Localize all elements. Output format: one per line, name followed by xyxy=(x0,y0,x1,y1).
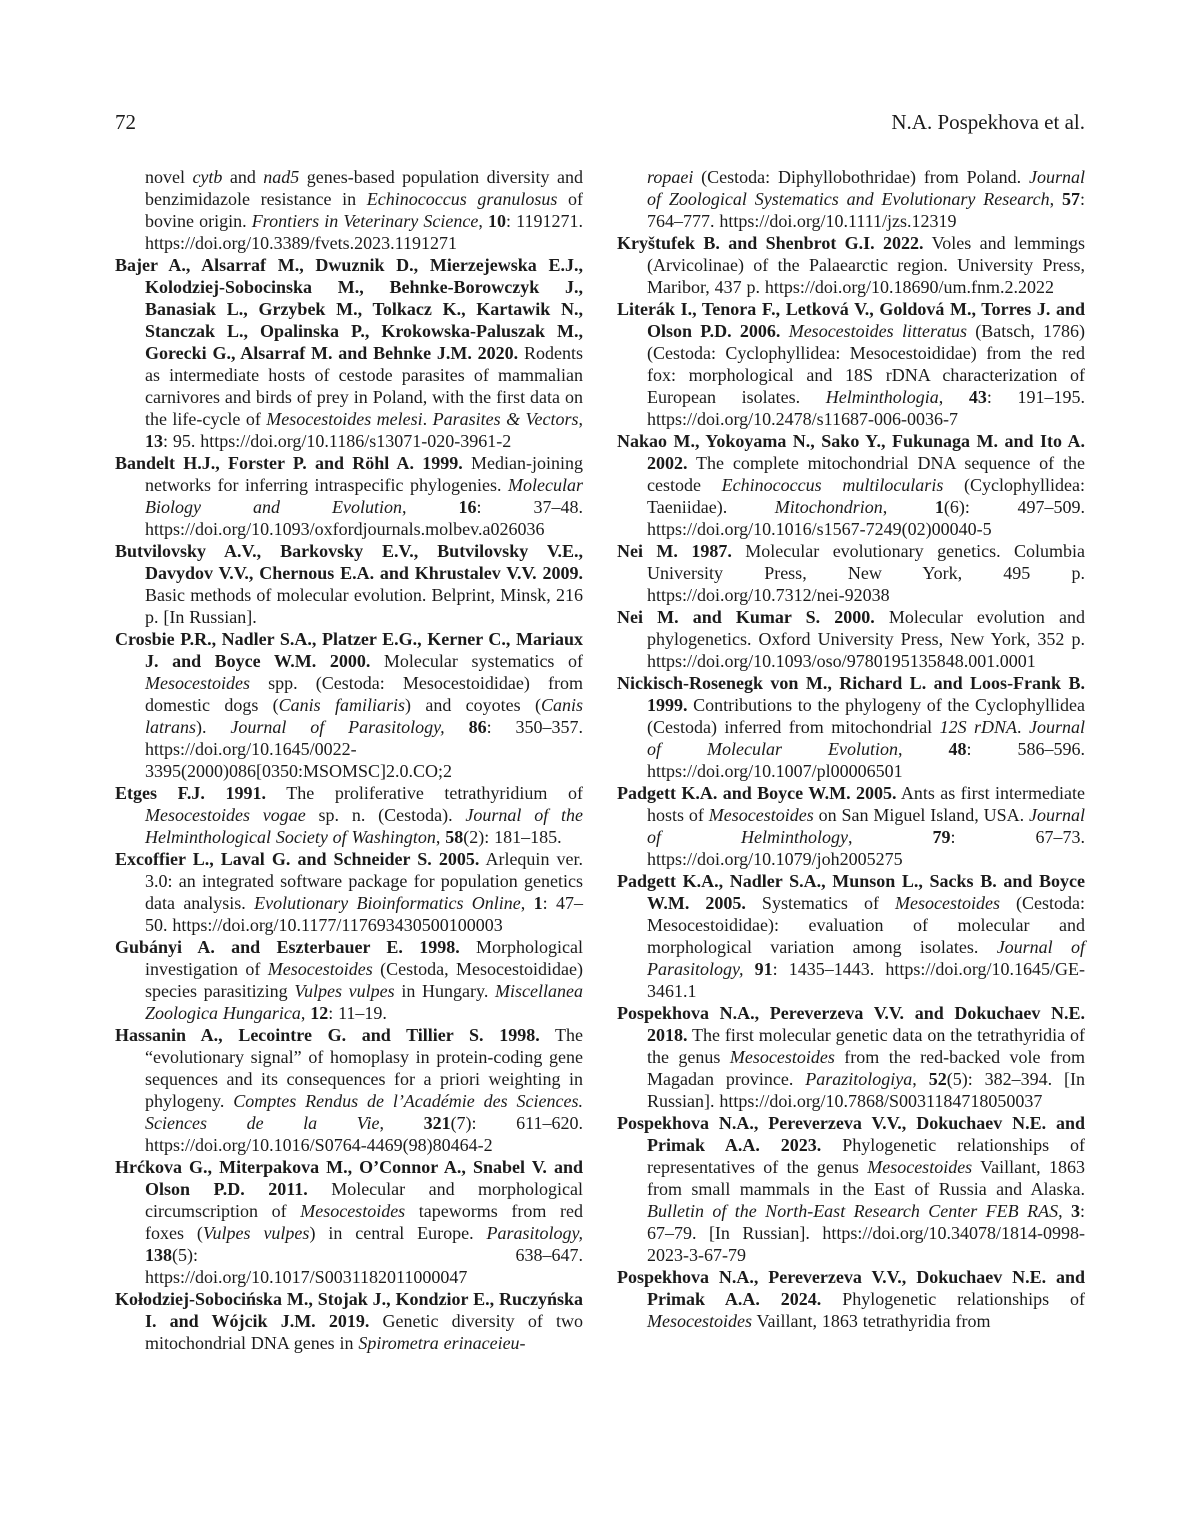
reference-entry xyxy=(617,782,1085,870)
reference-entry xyxy=(115,782,583,848)
reference-text-segment: : 67–73. https://doi.org/10.1079/joh2005275 xyxy=(647,827,1085,869)
reference-text-segment: Pospekhova N.A., Pereverzeva V.V. and Dokuchaev N.E. 2018. xyxy=(617,1003,1085,1045)
reference-text-segment: Mesocestoides litteratus xyxy=(788,321,967,341)
reference-text-segment: , xyxy=(300,1003,311,1023)
reference-text-segment: , xyxy=(938,387,969,407)
reference-text-segment: (5): 638–647. https://doi.org/10.1017/S0031182011000047 xyxy=(145,1245,583,1287)
reference-text-segment: Parazitologiya xyxy=(805,1069,913,1089)
reference-text-segment xyxy=(744,959,755,979)
reference-text-segment: , xyxy=(847,827,933,847)
reference-text-segment: Median-joining networks for inferring intraspecific phylogenies. xyxy=(145,453,583,495)
reference-text-segment: Phylogenetic relationships of representatives of the genus xyxy=(647,1135,1085,1177)
reference-text-segment: Kołodziej-Sobocińska M., Stojak J., Kondzior E., Ruczyńska I. and Wójcik J.M. 2019. xyxy=(115,1289,583,1331)
reference-text-segment: novel xyxy=(145,167,193,187)
reference-text-segment: Nakao M., Yokoyama N., Sako Y., Fukunaga M. and Ito A. 2002. xyxy=(617,431,1085,473)
reference-text-segment: 321 xyxy=(423,1113,451,1133)
reference-text-segment: 138 xyxy=(145,1245,172,1265)
reference-entry xyxy=(617,672,1085,782)
reference-text-segment: 91 xyxy=(754,959,773,979)
reference-text-segment: Voles and lemmings (Arvicolinae) of the Palaearctic region. University Press, Maribor, 437 p. https://doi.org/10.18690/um.fnm.2.2022 xyxy=(647,233,1085,297)
reference-text-segment: Canis familiaris xyxy=(278,695,406,715)
reference-text-segment: of bovine origin. xyxy=(145,189,583,231)
reference-text-segment: , xyxy=(1058,1201,1071,1221)
reference-text-segment: Etges F.J. 1991. xyxy=(115,783,267,803)
reference-entry xyxy=(617,430,1085,540)
reference-entry xyxy=(115,254,583,452)
reference-text-segment: Bulletin of the North-East Research Center FEB RAS xyxy=(647,1201,1059,1221)
reference-text-segment: Nickisch-Rosenegk von M., Richard L. and Loos-Frank B. 1999. xyxy=(617,673,1085,715)
reference-text-segment: Mesocestoides xyxy=(729,1047,835,1067)
reference-entry xyxy=(617,870,1085,1002)
reference-text-segment: (6): 497–509. https://doi.org/10.1016/s1567-7249(02)00040-5 xyxy=(647,497,1085,539)
reference-text-segment: 12S rDNA xyxy=(939,717,1018,737)
reference-text-segment: ) and coyotes ( xyxy=(405,695,541,715)
reference-text-segment: Butvilovsky A.V., Barkovsky E.V., Butvilovsky V.E., Davydov V.V., Chernous E.A. and Khrustalev V.V. 2009. xyxy=(115,541,583,583)
reference-text-segment: : 350–357. https://doi.org/10.1645/0022-3395(2000)086[0350:MSOMSC]2.0.CO;2 xyxy=(145,717,583,781)
reference-text-segment: 10 xyxy=(488,211,507,231)
reference-entry xyxy=(115,540,583,628)
running-head: N.A. Pospekhova et al. xyxy=(891,110,1085,134)
reference-text-segment: Padgett K.A. and Boyce W.M. 2005. xyxy=(617,783,897,803)
reference-text-segment: Journal of Zoological Systematics and Evolutionary Research xyxy=(647,167,1085,209)
reference-text-segment: (5): 382–394. [In Russian]. https://doi.org/10.7868/S0031184718050037 xyxy=(647,1069,1086,1111)
page-number: 72 xyxy=(115,110,136,134)
reference-text-segment: (2): 181–185. xyxy=(463,827,562,847)
reference-text-segment: , xyxy=(912,1069,929,1089)
reference-text-segment: Miscellanea Zoologica Hungarica xyxy=(145,981,584,1023)
reference-text-segment: Journal of Parasitology, xyxy=(230,717,445,737)
reference-entry xyxy=(617,232,1085,298)
reference-text-segment: : 47–50. https://doi.org/10.1177/117693430500100003 xyxy=(145,893,583,935)
reference-entry xyxy=(115,936,583,1024)
reference-text-segment: , xyxy=(401,497,459,517)
reference-text-segment: in Hungary. xyxy=(394,981,496,1001)
reference-text-segment: Molecular and morphological circumscription of xyxy=(145,1179,583,1221)
reference-text-segment: Mesocestoides xyxy=(895,893,1000,913)
reference-text-segment: Frontiers in Veterinary Science xyxy=(251,211,479,231)
reference-text-segment: : 1191271. https://doi.org/10.3389/fvets.2023.1191271 xyxy=(145,211,583,253)
reference-text-segment: , xyxy=(520,893,534,913)
reference-entry xyxy=(617,1266,1085,1332)
reference-text-segment: Vaillant, 1863 from small mammals in the East of Russia and Alaska. xyxy=(647,1157,1085,1199)
reference-text-segment: Phylogenetic relationships of xyxy=(821,1289,1085,1309)
reference-text-segment: Mesocestoides xyxy=(867,1157,973,1177)
reference-text-segment: Mesocestoides melesi xyxy=(266,409,423,429)
reference-text-segment: 12 xyxy=(310,1003,329,1023)
reference-text-segment: nad5 xyxy=(263,167,300,187)
reference-text-segment: Vulpes vulpes xyxy=(202,1223,310,1243)
reference-text-segment: Molecular Biology and Evolution xyxy=(145,475,583,517)
reference-text-segment: Basic methods of molecular evolution. Belprint, Minsk, 216 p. [In Russian]. xyxy=(145,585,583,627)
reference-text-segment: : 37–48. https://doi.org/10.1093/oxfordjournals.molbev.a026036 xyxy=(145,497,583,539)
reference-text-segment: , xyxy=(435,827,446,847)
reference-text-segment: (Cestoda: Diphyllobothridae) from Poland. xyxy=(693,167,1029,187)
reference-text-segment: 3 xyxy=(1070,1201,1080,1221)
reference-text-segment: 52 xyxy=(928,1069,947,1089)
reference-text-segment: Genetic diversity of two mitochondrial DNA genes in xyxy=(145,1311,583,1353)
reference-text-segment: ). xyxy=(196,717,231,737)
reference-text-segment: Pospekhova N.A., Pereverzeva V.V., Dokuchaev N.E. and Primak A.A. 2023. xyxy=(617,1113,1085,1155)
reference-entry-continuation xyxy=(115,166,583,254)
reference-text-segment: Journal of the Helminthological Society of Washington xyxy=(145,805,583,847)
reference-text-segment: Hassanin A., Lecointre G. and Tillier S. 1998. xyxy=(115,1025,540,1045)
reference-text-segment: ropaei xyxy=(647,167,694,187)
reference-text-segment: 13 xyxy=(145,431,163,451)
reference-text-segment: sp. n. (Cestoda). xyxy=(305,805,466,825)
reference-text-segment: (Cestoda, Mesocestoididae) species parasitizing xyxy=(145,959,583,1001)
reference-text-segment: Contributions to the phylogeny of the Cyclophyllidea (Cestoda) inferred from mitochondrial xyxy=(647,695,1085,737)
reference-text-segment xyxy=(780,321,788,341)
reference-text-segment: Hrćkova G., Miterpakova M., O’Connor A., Snabel V. and Olson P.D. 2011. xyxy=(115,1157,583,1199)
reference-text-segment: Bandelt H.J., Forster P. and Röhl A. 1999. xyxy=(115,453,463,473)
reference-text-segment: Canis latrans xyxy=(145,695,583,737)
reference-text-segment: Vulpes vulpes xyxy=(294,981,395,1001)
reference-entry xyxy=(617,1002,1085,1112)
reference-text-segment: Echinococcus multilocularis xyxy=(721,475,944,495)
reference-text-segment: cytb xyxy=(192,167,223,187)
reference-text-segment: : 191–195. https://doi.org/10.2478/s11687-006-0036-7 xyxy=(647,387,1085,429)
reference-text-segment: , xyxy=(897,739,949,759)
reference-text-segment: (Cestoda: Mesocestoididae): evaluation of molecular and morphological variation among isolates. xyxy=(647,893,1085,957)
reference-text-segment: Mitochondrion xyxy=(774,497,883,517)
reference-text-segment: 1 xyxy=(934,497,944,517)
references-column-right xyxy=(617,166,1085,1354)
reference-text-segment: Parasites & Vectors xyxy=(432,409,579,429)
reference-text-segment: Journal of Helminthology xyxy=(647,805,1085,847)
reference-text-segment: , xyxy=(1049,189,1062,209)
reference-text-segment: : 11–19. xyxy=(328,1003,387,1023)
reference-entry xyxy=(115,1156,583,1288)
reference-text-segment: from the red-backed vole from Magadan province. xyxy=(647,1047,1085,1089)
reference-text-segment xyxy=(445,717,469,737)
reference-text-segment: Parasitology, xyxy=(486,1223,583,1243)
reference-text-segment: genes-based population diversity and benzimidazole resistance in xyxy=(145,167,583,209)
reference-text-segment: 86 xyxy=(468,717,487,737)
reference-text-segment: Systematics of xyxy=(745,893,895,913)
reference-text-segment: and xyxy=(222,167,264,187)
reference-text-segment: Nei M. and Kumar S. 2000. xyxy=(617,607,875,627)
reference-text-segment: Journal of Parasitology, xyxy=(647,937,1085,979)
reference-entry-continuation xyxy=(617,166,1085,232)
reference-text-segment: 79 xyxy=(932,827,951,847)
reference-text-segment: Kryštufek B. and Shenbrot G.I. 2022. xyxy=(617,233,924,253)
reference-text-segment: Mesocestoides xyxy=(647,1311,752,1331)
reference-text-segment: : 764–777. https://doi.org/10.1111/jzs.12319 xyxy=(647,189,1085,231)
reference-text-segment: Spirometra erinaceieu- xyxy=(358,1333,526,1353)
reference-text-segment: Excoffier L., Laval G. and Schneider S. 2005. xyxy=(115,849,480,869)
reference-entry xyxy=(115,628,583,782)
reference-text-segment: Nei M. 1987. xyxy=(617,541,732,561)
reference-text-segment: : 67–79. [In Russian]. https://doi.org/10.34078/1814-0998-2023-3-67-79 xyxy=(647,1201,1085,1265)
reference-text-segment: Mesocestoides xyxy=(300,1201,406,1221)
reference-text-segment: : 95. https://doi.org/10.1186/s13071-020-3961-2 xyxy=(163,431,512,451)
reference-text-segment: Mesocestoides vogae xyxy=(145,805,306,825)
page-header xyxy=(115,110,1085,135)
reference-entry xyxy=(115,1288,583,1354)
reference-text-segment: , xyxy=(379,1113,424,1133)
reference-text-segment: Vaillant, 1863 tetrathyridia from xyxy=(751,1311,991,1331)
reference-text-segment: 43 xyxy=(968,387,987,407)
reference-text-segment: Crosbie P.R., Nadler S.A., Platzer E.G., Kerner C., Mariaux J. and Boyce W.M. 2000. xyxy=(115,629,583,671)
reference-text-segment: Mesocestoides xyxy=(708,805,814,825)
reference-text-segment: 58 xyxy=(445,827,464,847)
reference-text-segment: Pospekhova N.A., Pereverzeva V.V., Dokuchaev N.E. and Primak A.A. 2024. xyxy=(617,1267,1085,1309)
reference-text-segment: Bajer A., Alsarraf M., Dwuznik D., Mierzejewska E.J., Kolodziej-Sobocinska M., Behnke-Borowczyk J., Banasiak L., Grzybek M., Tolkacz K., Kartawik N., Stanczak L., Opalinska P., Krokowska-Paluszak M., Gorecki G., Alsarraf M. and Behnke J.M. 2020. xyxy=(115,255,583,363)
reference-text-segment: Padgett K.A., Nadler S.A., Munson L., Sacks B. and Boyce W.M. 2005. xyxy=(617,871,1085,913)
reference-text-segment: Journal of Molecular Evolution xyxy=(647,717,1085,759)
references-columns xyxy=(115,166,1085,1354)
reference-text-segment: Rodents as intermediate hosts of cestode parasites of mammalian carnivores and birds of prey in Poland, with the first data on the life-cycle of xyxy=(145,343,583,429)
reference-text-segment: Ants as first intermediate hosts of xyxy=(647,783,1085,825)
reference-text-segment: Molecular evolution and phylogenetics. Oxford University Press, New York, 352 p. https://doi.org/10.1093/oso/9780195135848.001.0001 xyxy=(647,607,1086,671)
reference-text-segment: . xyxy=(1017,717,1029,737)
reference-entry xyxy=(115,1024,583,1156)
reference-entry xyxy=(115,848,583,936)
reference-entry xyxy=(617,606,1085,672)
reference-text-segment: spp. (Cestoda: Mesocestoididae) from domestic dogs ( xyxy=(145,673,583,715)
reference-text-segment: : 586–596. https://doi.org/10.1007/pl00006501 xyxy=(647,739,1085,781)
reference-text-segment: , xyxy=(478,211,489,231)
reference-text-segment: (7): 611–620. https://doi.org/10.1016/S0764-4469(98)80464-2 xyxy=(145,1113,583,1155)
reference-text-segment: Evolutionary Bioinformatics Online xyxy=(254,893,521,913)
reference-entry xyxy=(617,298,1085,430)
reference-text-segment: (Batsch, 1786) (Cestoda: Cyclophyllidea: Mesocestoididae) from the red fox: morphological and 18S rDNA characterization of European isolates. xyxy=(647,321,1085,407)
reference-text-segment: Comptes Rendus de l’Académie des Sciences. Sciences de la Vie xyxy=(145,1091,583,1133)
reference-text-segment: Morphological investigation of xyxy=(145,937,583,979)
reference-text-segment: The first molecular genetic data on the tetrathyridia of the genus xyxy=(647,1025,1085,1067)
reference-text-segment: 16 xyxy=(458,497,477,517)
reference-text-segment: The “evolutionary signal” of homoplasy in protein-coding gene sequences and its consequences for a priori weighting in phylogeny. xyxy=(145,1025,583,1111)
reference-text-segment: Arlequin ver. 3.0: an integrated software package for population genetics data analysis. xyxy=(145,849,584,913)
reference-text-segment: Mesocestoides xyxy=(267,959,373,979)
reference-text-segment: , xyxy=(882,497,935,517)
reference-text-segment: . xyxy=(422,409,433,429)
reference-entry xyxy=(617,540,1085,606)
reference-text-segment: The proliferative tetrathyridium of xyxy=(266,783,583,803)
reference-text-segment: Literák I., Tenora F., Letková V., Goldová M., Torres J. and Olson P.D. 2006. xyxy=(617,299,1085,341)
references-column-left xyxy=(115,166,583,1354)
reference-text-segment: Molecular systematics of xyxy=(370,651,584,671)
reference-text-segment: tapeworms from red foxes ( xyxy=(145,1201,584,1243)
reference-text-segment: 1 xyxy=(533,893,543,913)
reference-text-segment: The complete mitochondrial DNA sequence of the cestode xyxy=(647,453,1085,495)
reference-text-segment: 57 xyxy=(1061,189,1080,209)
reference-text-segment: Echinococcus granulosus xyxy=(366,189,558,209)
reference-text-segment: on San Miguel Island, USA. xyxy=(813,805,1029,825)
reference-text-segment: , xyxy=(578,409,584,429)
reference-text-segment: Mesocestoides xyxy=(145,673,250,693)
reference-text-segment: 48 xyxy=(948,739,967,759)
reference-entry xyxy=(115,452,583,540)
reference-text-segment: (Cyclophyllidea: Taeniidae). xyxy=(647,475,1085,517)
reference-text-segment: ) in central Europe. xyxy=(309,1223,487,1243)
reference-text-segment: Helminthologia xyxy=(825,387,939,407)
reference-text-segment: : 1435–1443. https://doi.org/10.1645/GE-3461.1 xyxy=(647,959,1085,1001)
reference-text-segment: Molecular evolutionary genetics. Columbia University Press, New York, 495 p. https://doi.org/10.7312/nei-92038 xyxy=(647,541,1086,605)
reference-entry xyxy=(617,1112,1085,1266)
reference-text-segment: Gubányi A. and Eszterbauer E. 1998. xyxy=(115,937,460,957)
